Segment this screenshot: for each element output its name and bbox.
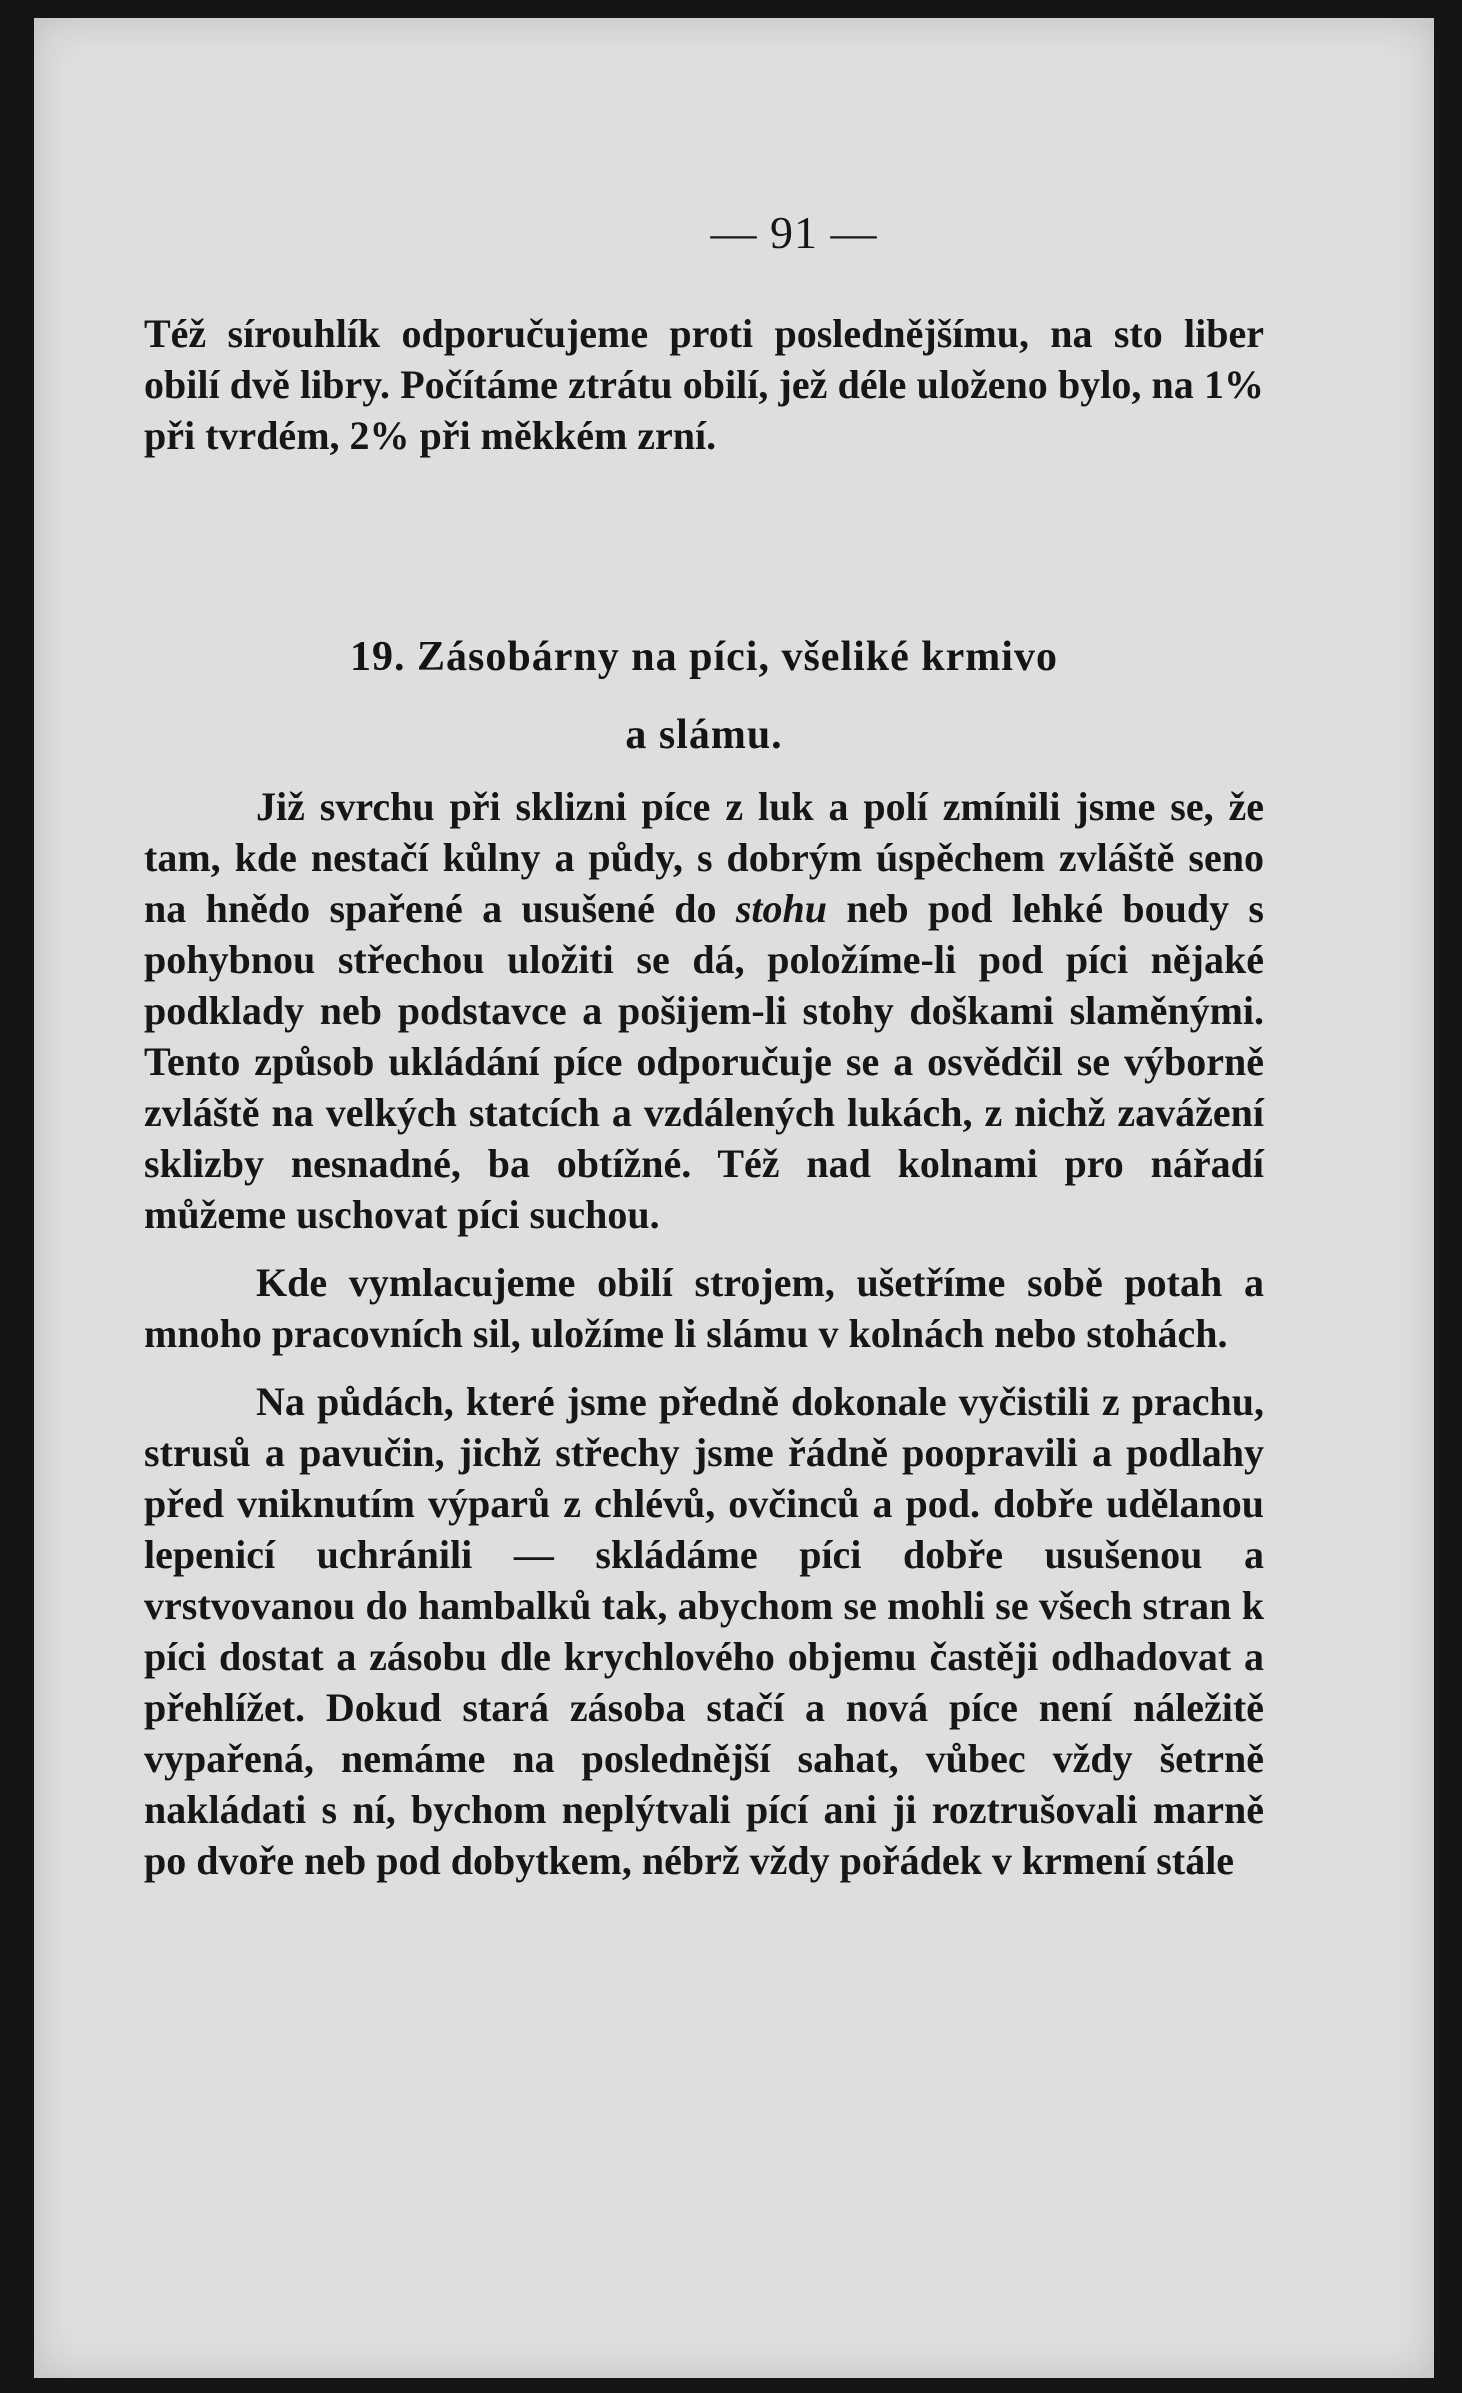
book-page bbox=[34, 18, 1434, 2378]
paragraph-3: Na půdách, které jsme předně dokonale vyčistili z prachu, strusů a pavučin, jichž střechy jsme řádně poopravili a podlahy před vniknutím výparů z chlévů, ovčinců a pod. dobře udělanou lepenicí uchránili — skládáme píci dobře usušenou a vrstvovanou do hambalků tak, abychom se mohli se všech stran k píci dostat a zásobu dle krychlového objemu častěji odhadovat a přehlížet. Dokud stará zásoba stačí a nová píce není náležitě vypařená, nemáme na poslednější sahat, vůbec vždy šetrně nakládati s ní, bychom neplýtvali pící ani ji roztrušovali marně po dvoře neb pod dobytkem, nébrž vždy pořádek v krmení stále bbox=[144, 1379, 1264, 1883]
section-heading-line-1: 19. Zásobárny na píci, všeliké krmivo bbox=[350, 634, 1058, 680]
paragraph-1-part-2: neb pod lehké boudy s pohybnou střechou uložiti se dá, položíme-li pod píci nějaké podklady neb podstavce a pošijem-li stohy doškami slaměnými. Tento způsob ukládání píce odporučuje se a osvědčil se výborně zvláště na velkých statcích a vzdálených lukách, z nichž zavážení sklizby nesnadné, ba obtížné. Též nad kolnami pro nářadí můžeme uschovat píci suchou. bbox=[144, 886, 1264, 1237]
section-body bbox=[144, 781, 1264, 1886]
paragraph-1-emphasis: stohu bbox=[735, 886, 828, 931]
paragraph-1-part-1: Již svrchu při sklizni píce z luk a polí zmínili jsme se, že tam, kde nestačí kůlny a půdy, s dobrým úspěchem zvláště seno na hnědo spařené a usušené do bbox=[144, 784, 1264, 931]
paragraph-2: Kde vymlacujeme obilí strojem, ušetříme sobě potah a mnoho pracovních sil, uložíme li slámu v kolnách nebo stohách. bbox=[144, 1260, 1264, 1356]
page-number: — 91 — bbox=[710, 207, 878, 258]
intro-paragraph: Též sírouhlík odporučujeme proti poslednějšímu, na sto liber obilí dvě libry. Počítáme ztrátu obilí, jež déle uloženo bylo, na 1% při tvrdém, 2% při měkkém zrní. bbox=[144, 311, 1264, 458]
section-heading-line-2: a slámu. bbox=[625, 712, 783, 758]
intro-text bbox=[144, 308, 1264, 461]
paragraph-1 bbox=[144, 781, 1264, 1240]
section-heading bbox=[144, 618, 1264, 774]
